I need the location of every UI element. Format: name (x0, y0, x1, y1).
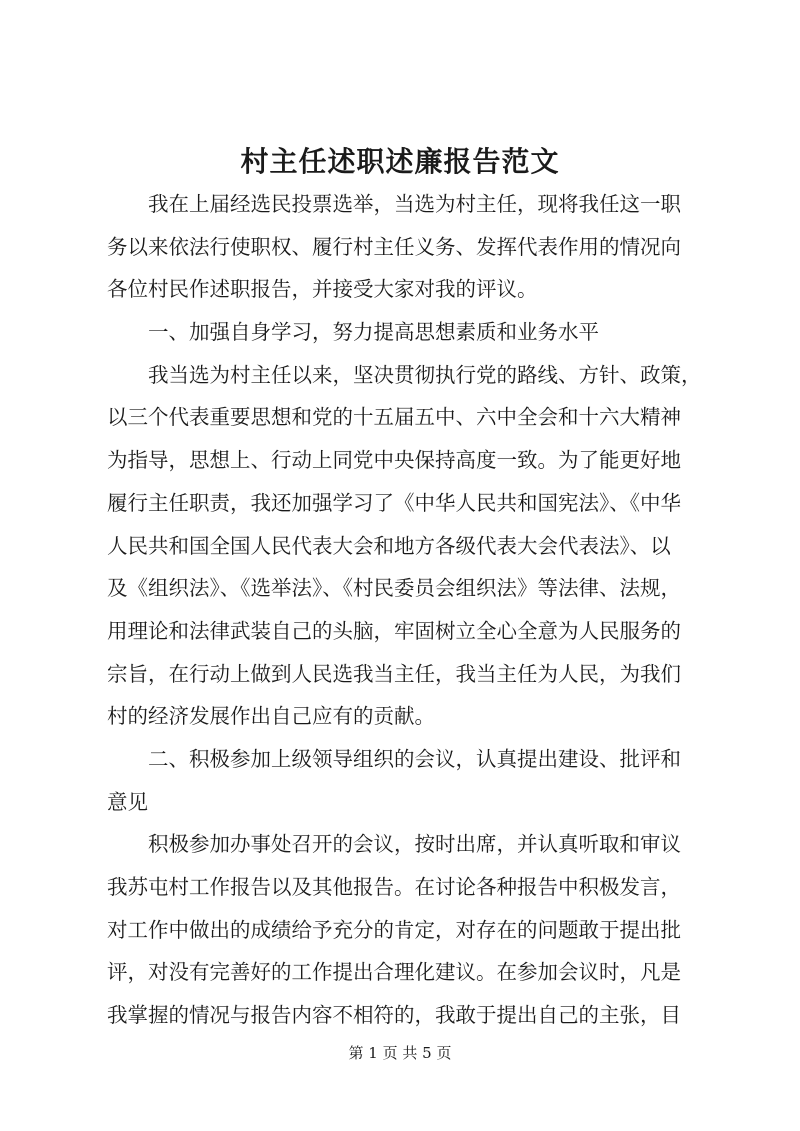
body-line: 为指导，思想上、行动上同党中央保持高度一致。为了能更好地 (107, 448, 681, 473)
body-line: 人民共和国全国人民代表大会和地方各级代表大会代表法》、以 (107, 533, 671, 558)
body-line: 履行主任职责，我还加强学习了《中华人民共和国宪法》、《中华 (107, 490, 681, 515)
body-line: 用理论和法律武装自己的头脑，牢固树立全心全意为人民服务的 (107, 618, 681, 643)
document-body (107, 183, 707, 1037)
section-heading: 一、加强自身学习，努力提高思想素质和业务水平 (148, 320, 599, 345)
body-line: 我苏屯村工作报告以及其他报告。在讨论各种报告中积极发言， (107, 875, 681, 899)
body-line: 积极参加办事处召开的会议，按时出席，并认真听取和审议 (148, 832, 681, 857)
body-line: 评，对没有完善好的工作提出合理化建议。在参加会议时，凡是 (107, 960, 681, 985)
body-line: 宗旨，在行动上做到人民选我当主任，我当主任为人民，为我们 (107, 661, 681, 686)
body-line: 对工作中做出的成绩给予充分的肯定，对存在的问题敢于提出批 (107, 917, 681, 942)
body-line: 我当选为村主任以来，坚决贯彻执行党的路线、方针、政策， (148, 362, 702, 387)
section-heading-continued: 意见 (107, 789, 148, 814)
body-line: 村的经济发展作出自己应有的贡献。 (107, 704, 435, 729)
document-title: 村主任述职述廉报告范文 (240, 145, 560, 178)
page-footer: 第 1 页 共 5 页 (348, 1044, 452, 1062)
body-line: 以三个代表重要思想和党的十五届五中、六中全会和十六大精神 (107, 405, 681, 430)
section-heading: 二、积极参加上级领导组织的会议，认真提出建设、批评和 (148, 746, 681, 771)
body-line: 务以来依法行使职权、履行村主任义务、发挥代表作用的情况向 (107, 234, 681, 259)
body-line: 及《组织法》、《选举法》、《村民委员会组织法》等法律、法规， (107, 576, 681, 601)
body-line: 我在上届经选民投票选举，当选为村主任，现将我任这一职 (148, 192, 681, 216)
body-line: 各位村民作述职报告，并接受大家对我的评议。 (107, 277, 538, 302)
body-line: 我掌握的情况与报告内容不相符的，我敢于提出自己的主张，目 (107, 1003, 681, 1028)
